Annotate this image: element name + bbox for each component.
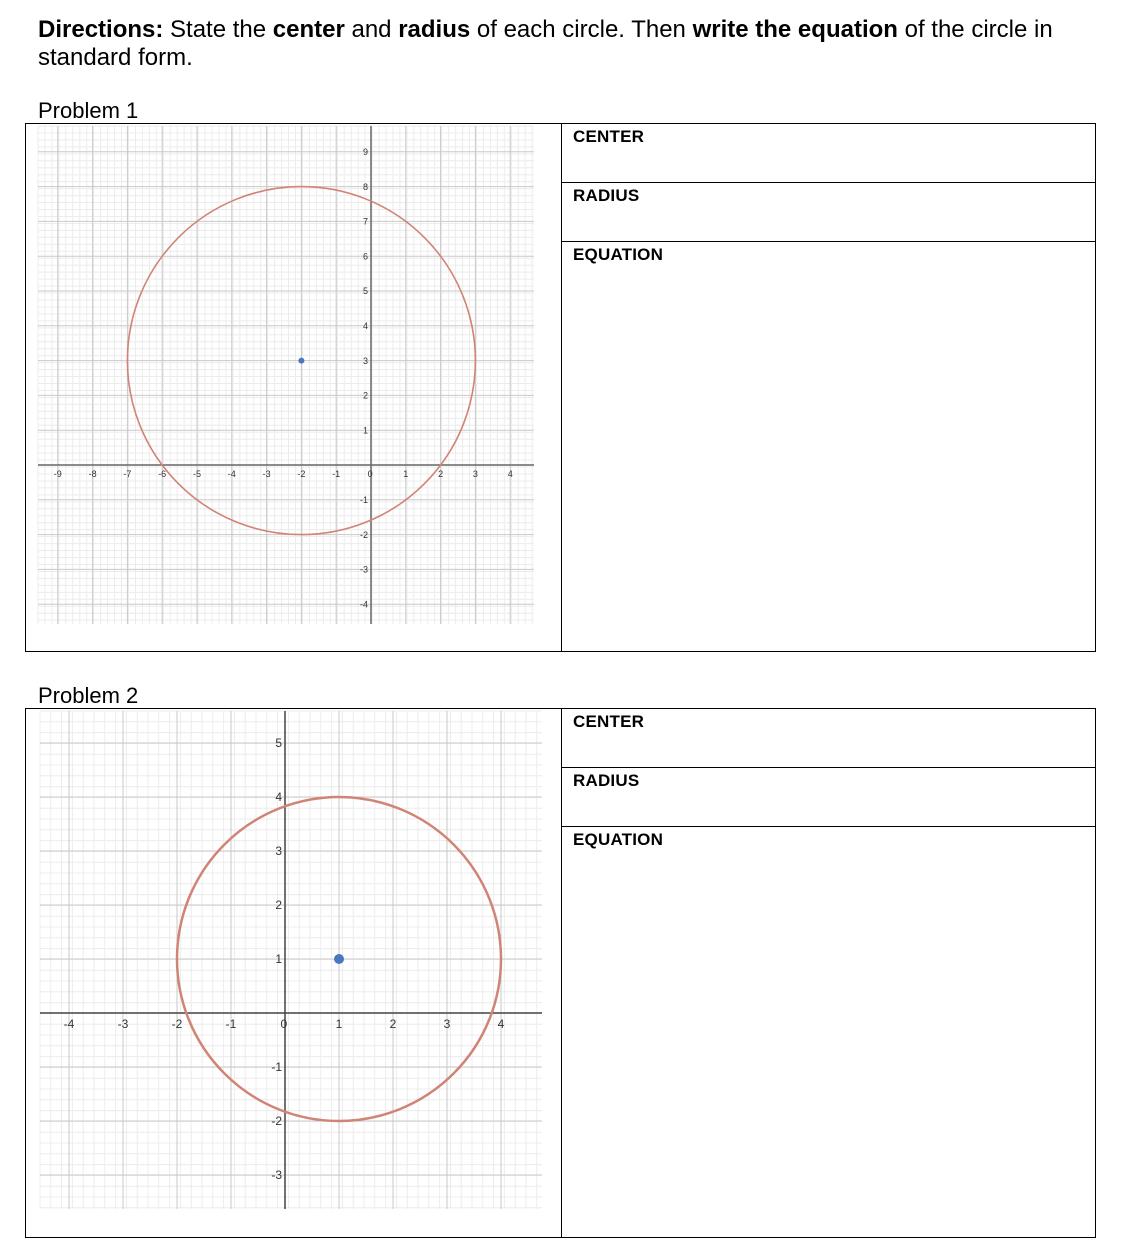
y-tick-label: 9 <box>362 146 368 157</box>
problem-2-center-field[interactable] <box>568 735 1089 761</box>
y-tick-label: 2 <box>275 898 282 913</box>
directions-text-4: of the circle in standard form. <box>38 16 1053 71</box>
x-tick-label: 0 <box>280 1017 288 1031</box>
y-tick-label: -3 <box>359 564 368 575</box>
x-tick-label: -5 <box>192 469 202 479</box>
x-tick-label: -3 <box>262 469 271 479</box>
problem-1-graph-cell <box>26 124 562 651</box>
y-tick-label: 7 <box>362 216 368 227</box>
problem-1-title: Problem 1 <box>38 98 139 123</box>
problem-2-graph-cell <box>26 709 562 1237</box>
circle-center-point <box>298 358 304 364</box>
x-tick-label: 4 <box>507 469 513 479</box>
x-tick-label: -9 <box>53 469 62 479</box>
y-tick-label: 5 <box>362 286 368 297</box>
x-tick-label: -1 <box>225 1017 237 1031</box>
x-tick-label: 2 <box>438 469 444 479</box>
directions-bold-equation: write the equation <box>692 16 898 43</box>
x-tick-label: 3 <box>443 1017 451 1031</box>
x-tick-label: -2 <box>297 469 306 479</box>
y-tick-label: 6 <box>362 251 368 262</box>
problem-1-equation-field[interactable] <box>568 268 1089 645</box>
directions-text-3: of each circle. Then <box>470 16 693 43</box>
problem-2-center-row <box>562 709 1095 768</box>
problem-1-equation-label: EQUATION <box>573 245 664 264</box>
problem-2-radius-field[interactable] <box>568 794 1089 820</box>
problem-1-equation-row <box>562 242 1095 651</box>
problem-1-radius-field[interactable] <box>568 209 1089 235</box>
x-tick-label: -4 <box>227 469 236 479</box>
y-tick-label: 4 <box>362 320 368 331</box>
y-tick-label: 3 <box>362 355 368 366</box>
problem-1-center-row <box>562 124 1095 183</box>
problem-2-box <box>25 708 1096 1238</box>
x-tick-label: 1 <box>403 469 409 479</box>
y-tick-label: 4 <box>275 790 282 805</box>
x-tick-label: -7 <box>123 469 132 479</box>
problem-1-center-field[interactable] <box>568 150 1089 176</box>
problem-2-equation-label: EQUATION <box>573 830 664 849</box>
problem-2-equation-field[interactable] <box>568 853 1089 1231</box>
y-tick-label: -2 <box>271 1114 282 1129</box>
y-tick-label: -2 <box>359 529 368 540</box>
directions-lead: Directions: <box>38 16 164 43</box>
x-tick-label: 4 <box>497 1017 505 1031</box>
problem-2-radius-row <box>562 768 1095 827</box>
y-tick-label: 5 <box>275 736 282 751</box>
y-tick-label: -1 <box>359 494 368 505</box>
x-tick-label: -1 <box>332 469 341 479</box>
problem-1-answers <box>562 124 1095 651</box>
circle-center-point <box>334 954 344 964</box>
problem-2-graph <box>26 709 562 1237</box>
y-tick-label: 2 <box>362 390 368 401</box>
problem-2-title: Problem 2 <box>38 683 139 708</box>
directions-text-1: State the <box>163 16 273 43</box>
problem-2-center-label: CENTER <box>573 712 645 731</box>
problem-1-center-label: CENTER <box>573 127 645 146</box>
y-tick-label: -4 <box>359 599 368 610</box>
directions-bold-center: center <box>272 16 345 43</box>
directions-bold-radius: radius <box>398 16 471 43</box>
x-tick-label: -6 <box>158 469 167 479</box>
x-tick-label: -3 <box>117 1017 129 1031</box>
x-tick-label: 2 <box>389 1017 397 1031</box>
y-tick-label: 1 <box>275 952 282 967</box>
directions-text-2: and <box>344 16 399 43</box>
problem-1-radius-row <box>562 183 1095 242</box>
directions <box>38 16 1098 72</box>
problem-1-graph <box>26 124 562 651</box>
problem-2-equation-row <box>562 827 1095 1237</box>
x-tick-label: -4 <box>63 1017 75 1031</box>
problem-1-box <box>25 123 1096 652</box>
x-tick-label: 3 <box>472 469 478 479</box>
y-tick-label: 8 <box>362 181 368 192</box>
problem-1-radius-label: RADIUS <box>573 186 640 205</box>
x-tick-label: -2 <box>171 1017 183 1031</box>
y-tick-label: 1 <box>362 425 368 436</box>
x-tick-label: 0 <box>367 469 373 479</box>
problem-2-radius-label: RADIUS <box>573 771 640 790</box>
x-tick-label: -8 <box>88 469 97 479</box>
x-tick-label: 1 <box>335 1017 343 1031</box>
y-tick-label: 3 <box>275 844 282 859</box>
problem-2-answers <box>562 709 1095 1237</box>
y-tick-label: -1 <box>271 1060 282 1075</box>
y-tick-label: -3 <box>271 1168 282 1183</box>
